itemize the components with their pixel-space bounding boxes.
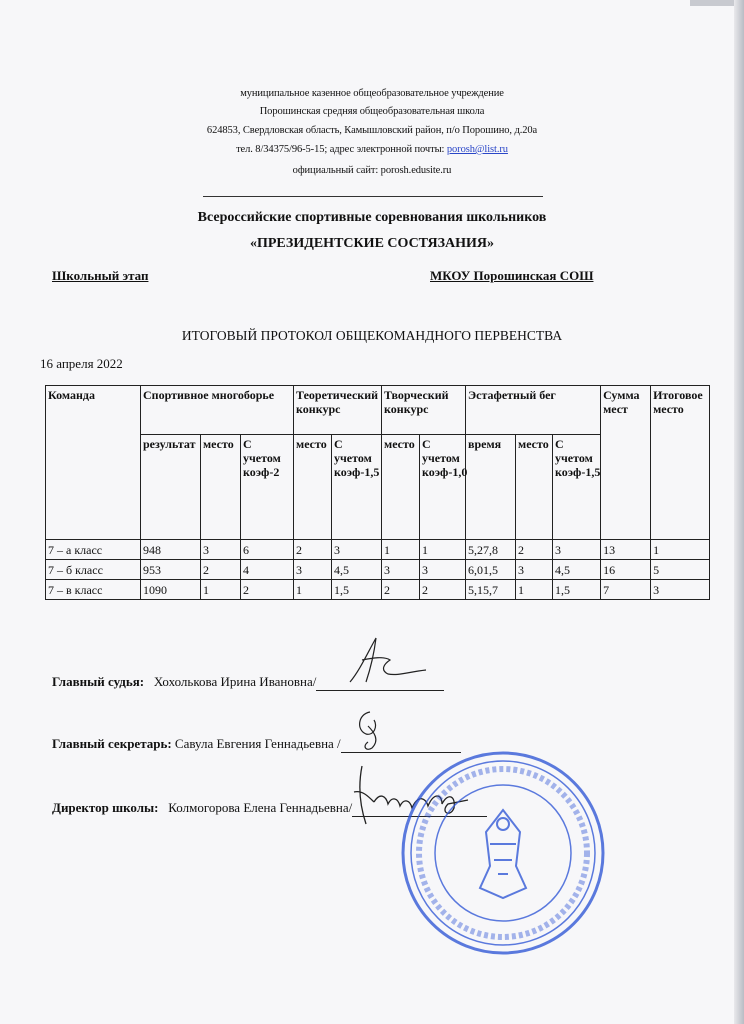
final-cell: 1 — [651, 540, 710, 560]
subheader-result: результат — [141, 435, 201, 540]
place-cell: 2 — [516, 540, 553, 560]
header-team: Команда — [46, 386, 141, 540]
result-cell: 953 — [141, 560, 201, 580]
event-title: Всероссийские спортивные соревнования школьников — [197, 210, 547, 225]
protocol-date: 16 апреля 2022 — [40, 356, 123, 371]
final-cell: 3 — [651, 580, 710, 600]
org-phone: тел. 8/34375/96-5-15; адрес электронной почты: — [236, 144, 447, 155]
sum-cell: 7 — [601, 580, 651, 600]
coef-cell: 3 — [420, 560, 466, 580]
place-cell: 3 — [294, 560, 332, 580]
event-subtitle: «ПРЕЗИДЕНТСКИЕ СОСТЯЗАНИЯ» — [249, 236, 494, 251]
secretary-name: Савула Евгения Геннадьевна / — [174, 736, 341, 751]
judge-handwritten-signature — [340, 630, 430, 690]
coef-cell: 4,5 — [332, 560, 382, 580]
subheader-place: место — [294, 435, 332, 540]
team-cell: 7 – а класс — [46, 540, 141, 560]
org-line-2: Порошинская средняя общеобразовательная школа — [259, 106, 485, 117]
coef-cell: 4,5 — [553, 560, 601, 580]
official-stamp — [398, 748, 608, 958]
place-cell: 1 — [294, 580, 332, 600]
subheader-coef: С учетом коэф-1,5 — [332, 435, 382, 540]
subheader-coef: С учетом коэф-1,0 — [420, 435, 466, 540]
place-cell: 2 — [382, 580, 420, 600]
final-cell: 5 — [651, 560, 710, 580]
coef-cell: 3 — [332, 540, 382, 560]
org-website: официальный сайт: porosh.edusite.ru — [292, 165, 452, 176]
sum-cell: 16 — [601, 560, 651, 580]
header-sum: Сумма мест — [601, 386, 651, 540]
place-cell: 2 — [294, 540, 332, 560]
header-theory: Теоретический конкурс — [294, 386, 382, 435]
result-cell: 948 — [141, 540, 201, 560]
coef-cell: 6 — [241, 540, 294, 560]
table-row — [46, 560, 710, 580]
coef-cell: 4 — [241, 560, 294, 580]
subheader-place: место — [382, 435, 420, 540]
sum-cell: 13 — [601, 540, 651, 560]
place-cell: 1 — [382, 540, 420, 560]
place-cell: 1 — [516, 580, 553, 600]
team-cell: 7 – б класс — [46, 560, 141, 580]
stage-label: Школьный этап — [52, 268, 149, 283]
header-creative: Творческий конкурс — [382, 386, 466, 435]
judge-name: Хохолькова Ирина Ивановна/ — [153, 674, 317, 689]
org-email-link[interactable]: porosh@list.ru — [446, 144, 508, 155]
org-line-1: муниципальное казенное общеобразовательное учреждение — [240, 88, 504, 99]
coef-cell: 2 — [241, 580, 294, 600]
director-label: Директор школы: — [52, 800, 159, 815]
secretary-handwritten-signature — [350, 706, 390, 756]
results-table — [45, 385, 710, 600]
secretary-label: Главный секретарь: — [52, 736, 172, 751]
director-name: Колмогорова Елена Геннадьевна/ — [168, 800, 353, 815]
place-cell: 3 — [201, 540, 241, 560]
coef-cell: 1 — [420, 540, 466, 560]
header-sport: Спортивное многоборье — [141, 386, 294, 435]
table-row — [46, 540, 710, 560]
subheader-coef: С учетом коэф-1,5 — [553, 435, 601, 540]
protocol-title: ИТОГОВЫЙ ПРОТОКОЛ ОБЩЕКОМАНДНОГО ПЕРВЕНСТВА — [181, 328, 563, 343]
header-final: Итоговое место — [651, 386, 710, 540]
school-label: МКОУ Порошинская СОШ — [430, 268, 594, 283]
place-cell: 2 — [201, 560, 241, 580]
judge-label: Главный судья: — [52, 674, 145, 689]
coef-cell: 1,5 — [553, 580, 601, 600]
subheader-coef: С учетом коэф-2 — [241, 435, 294, 540]
header-relay: Эстафетный бег — [466, 386, 601, 435]
place-cell: 3 — [516, 560, 553, 580]
result-cell: 1090 — [141, 580, 201, 600]
org-address: 624853, Свердловская область, Камышловский район, п/о Порошино, д.20а — [206, 125, 538, 136]
table-row — [46, 580, 710, 600]
place-cell: 1 — [201, 580, 241, 600]
subheader-place: место — [201, 435, 241, 540]
team-cell: 7 – в класс — [46, 580, 141, 600]
coef-cell: 3 — [553, 540, 601, 560]
scan-edge-top — [690, 0, 734, 6]
subheader-place: место — [516, 435, 553, 540]
time-cell: 5,27,8 — [466, 540, 516, 560]
org-contacts — [0, 142, 744, 157]
time-cell: 6,01,5 — [466, 560, 516, 580]
time-cell: 5,15,7 — [466, 580, 516, 600]
place-cell: 3 — [382, 560, 420, 580]
subheader-time: время — [466, 435, 516, 540]
coef-cell: 1,5 — [332, 580, 382, 600]
coef-cell: 2 — [420, 580, 466, 600]
header-divider — [203, 196, 543, 197]
